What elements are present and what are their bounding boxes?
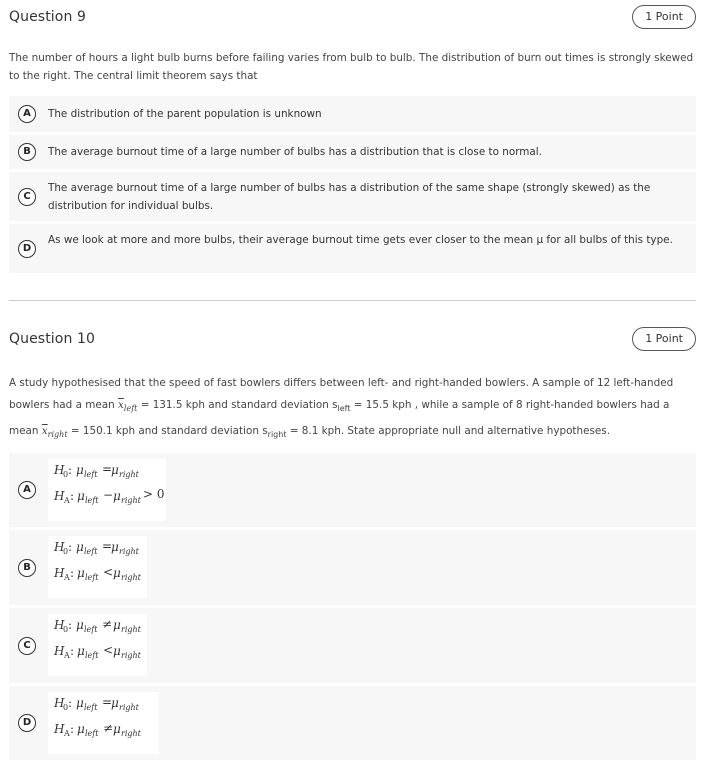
- option-letter-b[interactable]: B: [18, 559, 36, 577]
- question-9-stem: The number of hours a light bulb burns before failing varies from bulb to bulb. The distribution of burn out times is strongly skewed to the right. The central limit theorem says that: [9, 52, 694, 82]
- question-divider: [9, 300, 696, 301]
- option-letter-d[interactable]: D: [18, 240, 36, 258]
- alternative-hypothesis: H A : μ left < μ right: [54, 565, 141, 582]
- null-hypothesis: H 0 : μ left ≠ μ right: [54, 617, 141, 634]
- hypotheses-a: [48, 459, 166, 521]
- option-text: The average burnout time of a large number of bulbs has a distribution of the same shape (strongly skewed) as the distribution for individual bulbs.: [48, 182, 651, 212]
- q10-option-b[interactable]: [9, 530, 696, 605]
- q10-option-a[interactable]: [9, 453, 696, 527]
- q9-option-b[interactable]: [9, 135, 696, 169]
- question-10-header: [9, 326, 696, 352]
- q9-option-d[interactable]: [9, 224, 696, 273]
- alternative-hypothesis: H A : μ left < μ right: [54, 643, 141, 660]
- option-text: As we look at more and more bulbs, their average burnout time gets ever closer to the mean μ for all bulbs of this type.: [48, 234, 673, 246]
- option-text: The distribution of the parent population is unknown: [48, 108, 322, 120]
- alternative-hypothesis: H A : μ left ≠ μ right: [54, 721, 141, 738]
- stem-text: = 15.5 kph , while a sample of 8 right-handed bowlers had a mean: [9, 399, 670, 438]
- points-badge: 1 Point: [632, 327, 696, 351]
- option-letter-a[interactable]: A: [18, 105, 36, 123]
- option-letter-c[interactable]: C: [18, 188, 36, 206]
- null-hypothesis: H 0 : μ left = μ right: [54, 462, 139, 479]
- subscript: left: [123, 404, 138, 414]
- subscript: right: [267, 430, 287, 440]
- xbar-symbol: $\overline{x}$: [41, 425, 48, 438]
- subscript: left: [337, 404, 351, 414]
- option-text: The average burnout time of a large number of bulbs has a distribution that is close to normal.: [48, 146, 542, 158]
- xbar-symbol: $\overline{x}$: [118, 399, 124, 411]
- option-letter-b[interactable]: B: [18, 143, 36, 161]
- hypotheses-c: [48, 614, 147, 676]
- subscript: right: [47, 430, 68, 440]
- q9-option-a[interactable]: [9, 96, 696, 132]
- option-letter-d[interactable]: D: [18, 714, 36, 732]
- hypotheses-b: [48, 536, 147, 598]
- question-9-header: [9, 4, 696, 30]
- stem-text: A study hypothesised that the speed of fast bowlers differs between left- and right-handed bowlers. A sample of 12 left-handed bowlers had a mean: [9, 377, 674, 411]
- option-letter-a[interactable]: A: [18, 481, 36, 499]
- null-hypothesis: H 0 : μ left = μ right: [54, 539, 139, 556]
- q10-option-d[interactable]: [9, 686, 696, 760]
- question-title: Question 9: [9, 9, 86, 25]
- stem-text: = 150.1 kph and standard deviation s: [70, 425, 268, 438]
- q10-option-c[interactable]: [9, 608, 696, 683]
- question-10-stem: [9, 372, 696, 446]
- points-badge: 1 Point: [632, 5, 696, 29]
- null-hypothesis: H 0 : μ left = μ right: [54, 695, 139, 712]
- hypotheses-d: [48, 692, 159, 754]
- q9-option-c[interactable]: [9, 172, 696, 221]
- option-letter-c[interactable]: C: [18, 637, 36, 655]
- stem-text: = 8.1 kph. State appropriate null and alternative hypotheses.: [289, 425, 611, 438]
- question-title: Question 10: [9, 331, 95, 347]
- stem-text: = 131.5 kph and standard deviation s: [140, 399, 338, 411]
- alternative-hypothesis: H A : μ left − μ right > 0: [54, 487, 165, 505]
